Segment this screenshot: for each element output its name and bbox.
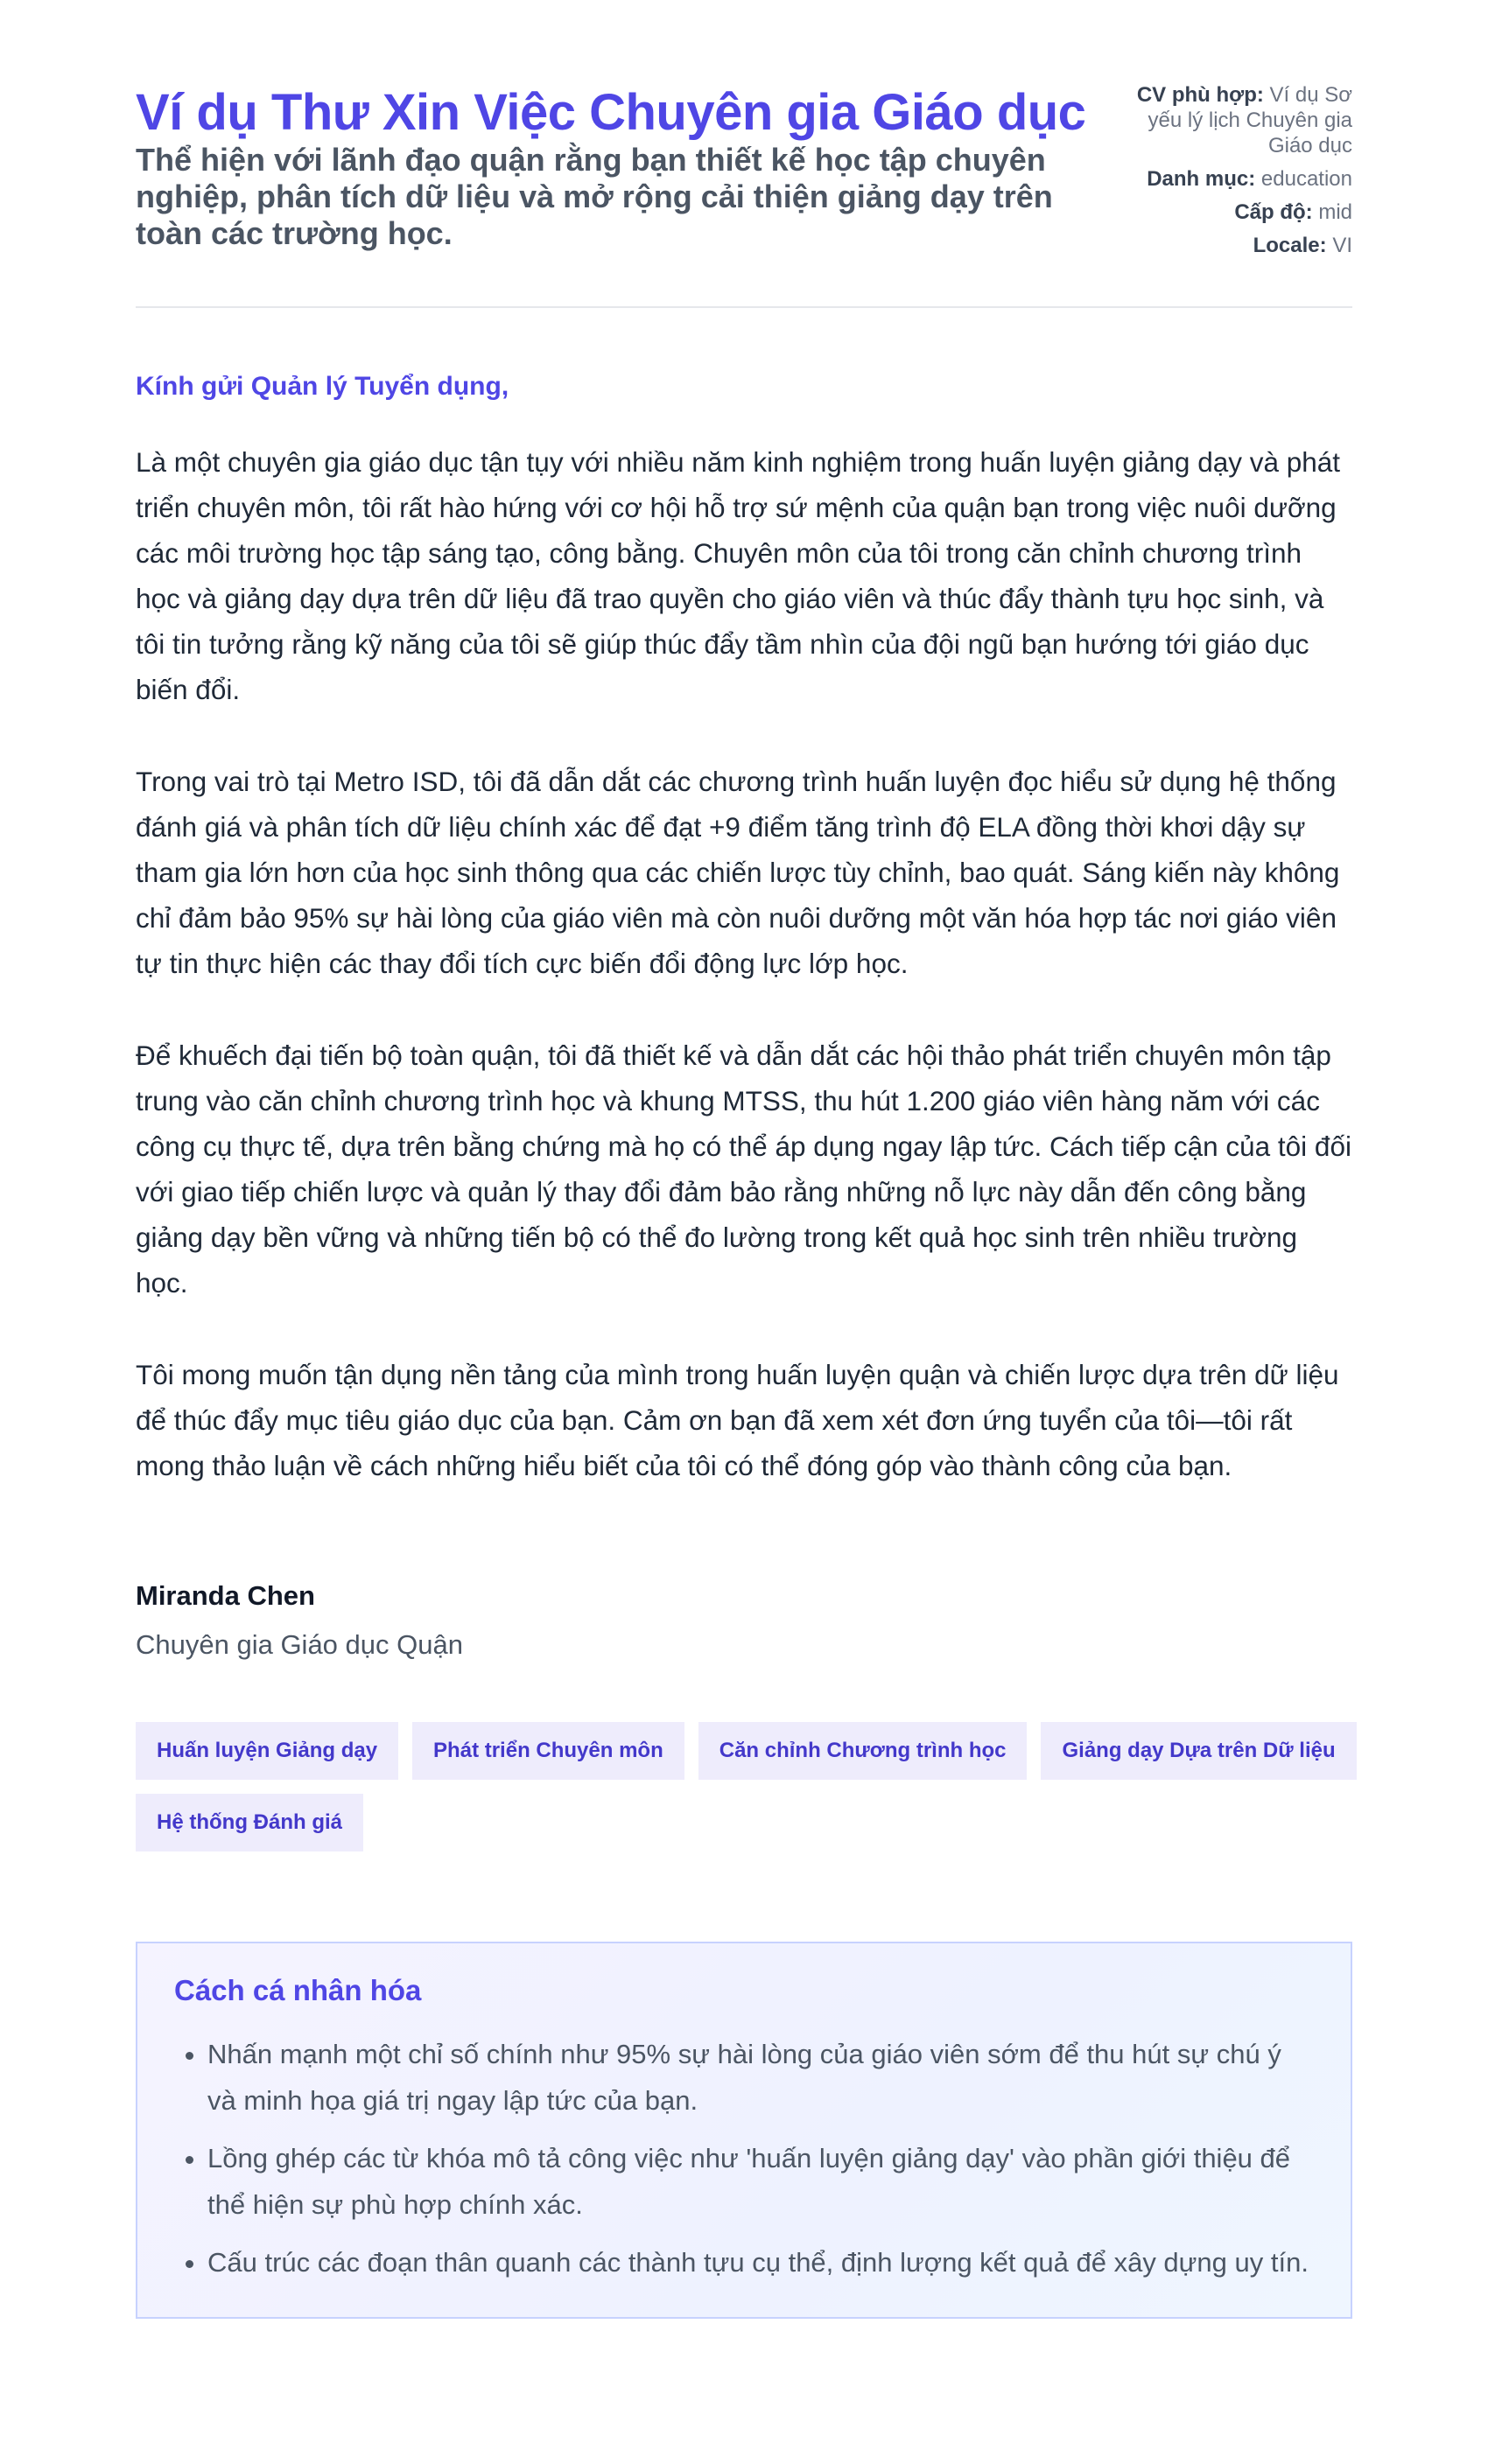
page-title: Ví dụ Thư Xin Việc Chuyên gia Giáo dục <box>136 84 1086 141</box>
skill-tags <box>136 1722 1379 1852</box>
signature-role: Chuyên gia Giáo dục Quận <box>136 1629 463 1660</box>
signature-name: Miranda Chen <box>136 1580 315 1611</box>
tips-title: Cách cá nhân hóa <box>174 1974 422 2006</box>
meta-locale-value: VI <box>1332 234 1352 257</box>
letter-paragraph: Tôi mong muốn tận dụng nền tảng của mình trong huấn luyện quận và chiến lược dựa trên dữ liệu để thúc đẩy mục tiêu giáo dục của bạn. Cảm ơn bạn đã xem xét đơn ứng tuyển của tôi—tôi rất mong thảo luận về cách những hiểu biết của tôi có thể đóng góp vào thành công của bạn. <box>136 1359 1339 1481</box>
meta-level <box>1116 200 1352 225</box>
header-divider <box>136 306 1352 308</box>
tip-item: • Nhấn mạnh một chỉ số chính như 95% sự hài lòng của giáo viên sớm để thu hút sự chú ý và minh họa giá trị ngay lập tức của bạn. <box>207 2031 1314 2124</box>
tips-list <box>174 2031 1314 2286</box>
meta-cv-link[interactable]: Ví dụ Sơ yếu lý lịch Chuyên gia Giáo dục <box>1148 83 1352 158</box>
meta-locale <box>1116 233 1352 258</box>
letter-paragraph: Là một chuyên gia giáo dục tận tụy với nhiều năm kinh nghiệm trong huấn luyện giảng dạy và phát triển chuyên môn, tôi rất hào hứng với cơ hội hỗ trợ sứ mệnh của quận bạn trong việc nuôi dưỡng các môi trường học tập sáng tạo, công bằng. Chuyên môn của tôi trong căn chỉnh chương trình học và giảng dạy dựa trên dữ liệu đã trao quyền cho giáo viên và thúc đẩy thành tựu học sinh, và tôi tin tưởng rằng kỹ năng của tôi sẽ giúp thúc đẩy tầm nhìn của đội ngũ bạn hướng tới giáo dục biến đổi. <box>136 446 1341 705</box>
meta-category-label: Danh mục: <box>1147 167 1256 191</box>
skill-tag[interactable]: Hệ thống Đánh giá <box>136 1794 363 1852</box>
skill-tag[interactable]: Căn chỉnh Chương trình học <box>698 1722 1028 1780</box>
meta-cv <box>1116 82 1352 158</box>
letter-paragraph: Để khuếch đại tiến bộ toàn quận, tôi đã thiết kế và dẫn dắt các hội thảo phát triển chuyên môn tập trung vào căn chỉnh chương trình học và khung MTSS, thu hút 1.200 giáo viên hàng năm với các công cụ thực tế, dựa trên bằng chứng mà họ có thể áp dụng ngay lập tức. Cách tiếp cận của tôi đối với giao tiếp chiến lược và quản lý thay đổi đảm bảo rằng những nỗ lực này dẫn đến công bằng giảng dạy bền vững và những tiến bộ có thể đo lường trong kết quả học sinh trên nhiều trường học. <box>136 1040 1351 1298</box>
meta-cv-label: CV phù hợp: <box>1136 83 1264 107</box>
meta-locale-label: Locale: <box>1253 234 1327 257</box>
letter-body <box>136 369 1352 1662</box>
tip-item: • Lồng ghép các từ khóa mô tả công việc như 'huấn luyện giảng dạy' vào phần giới thiệu để thể hiện sự phù hợp chính xác. <box>207 2135 1314 2228</box>
skill-tag[interactable]: Giảng dạy Dựa trên Dữ liệu <box>1041 1722 1356 1780</box>
meta-category-value: education <box>1260 167 1352 191</box>
letter-paragraph: Trong vai trò tại Metro ISD, tôi đã dẫn dắt các chương trình huấn luyện đọc hiểu sử dụng hệ thống đánh giá và phân tích dữ liệu chính xác để đạt +9 điểm tăng trình độ ELA đồng thời khơi dậy sự tham gia lớn hơn của học sinh thông qua các chiến lược tùy chỉnh, bao quát. Sáng kiến này không chỉ đảm bảo 95% sự hài lòng của giáo viên mà còn nuôi dưỡng một văn hóa hợp tác nơi giáo viên tự tin thực hiện các thay đổi tích cực biến đổi động lực lớp học. <box>136 766 1340 979</box>
skill-tag[interactable]: Huấn luyện Giảng dạy <box>136 1722 398 1780</box>
tip-item: • Cấu trúc các đoạn thân quanh các thành tựu cụ thể, định lượng kết quả để xây dựng uy tín. <box>207 2239 1314 2286</box>
personalization-tips <box>136 1942 1352 2319</box>
meta-panel <box>1116 82 1352 266</box>
meta-category <box>1116 166 1352 192</box>
skill-tag[interactable]: Phát triển Chuyên môn <box>412 1722 684 1780</box>
salutation: Kính gửi Quản lý Tuyển dụng, <box>136 372 509 401</box>
page-subtitle: Thể hiện với lãnh đạo quận rằng bạn thiết kế học tập chuyên nghiệp, phân tích dữ liệu và mở rộng cải thiện giảng dạy trên toàn các trường học. <box>136 142 1053 251</box>
meta-level-label: Cấp độ: <box>1234 200 1313 224</box>
page-header <box>136 82 1352 308</box>
meta-level-value: mid <box>1318 200 1352 224</box>
